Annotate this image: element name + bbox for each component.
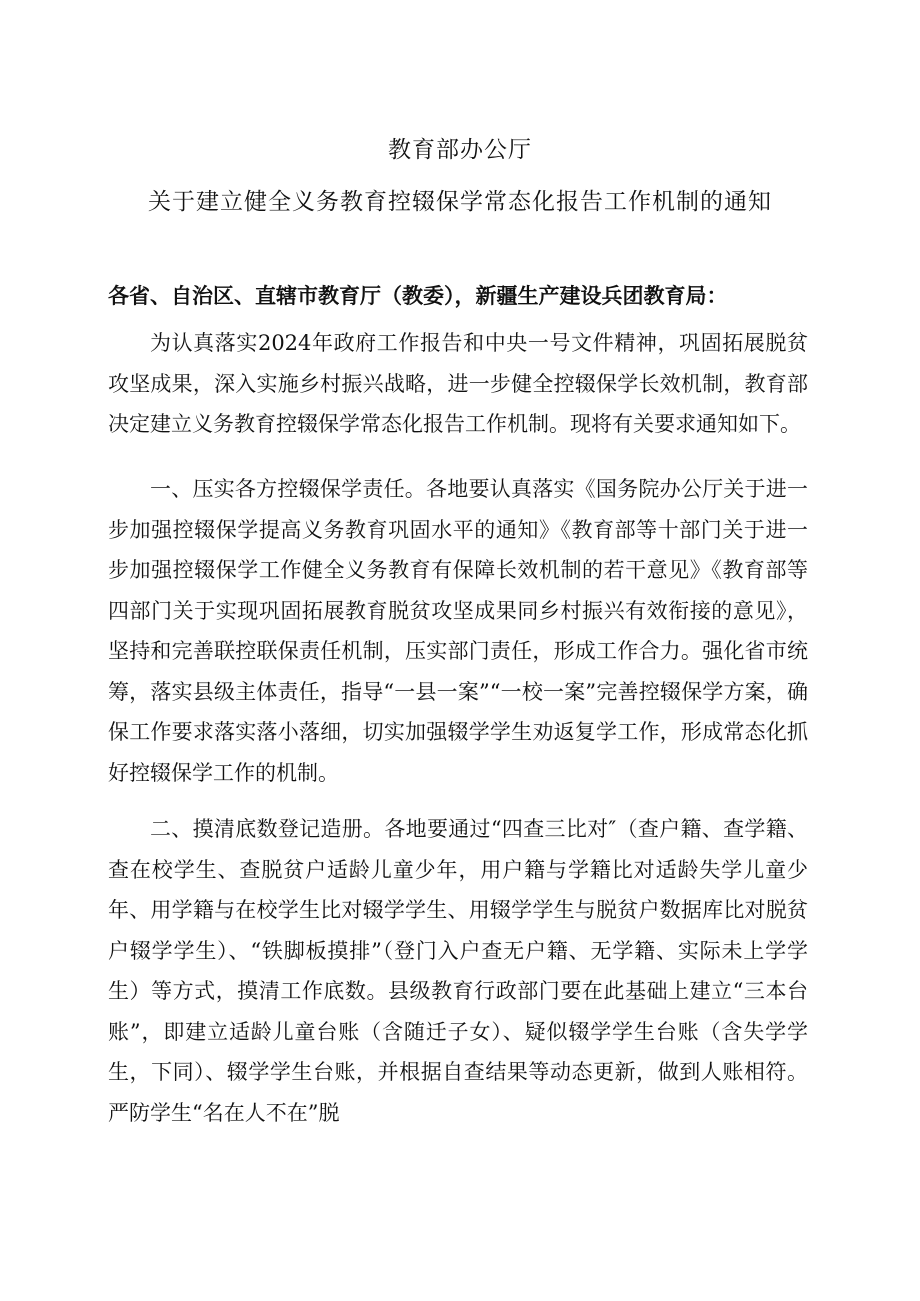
paragraph-text: 一、压实各方控辍保学责任。各地要认真落实《国务院办公厅关于进一步加强控辍保学提高义务教育巩固水平的通知》《教育部等十部门关于进一步加强控辍保学工作健全义务教育有保障长效机制的若干意见》《教育部等四部门关于实现巩固拓展教育脱贫攻坚成果同乡村振兴有效衔接的意见》，坚持和完善联控联保责任机制，压实部门责任，形成工作合力。强化省市统筹，落实县级主体责任，指导“一县一案”“一校一案”完善控辍保学方案，确保工作要求落实落小落细，切实加强辍学学生劝返复学工作，形成常态化抓好控辍保学工作的机制。 [108, 477, 808, 785]
issuer-heading: 教育部办公厅 [388, 137, 532, 163]
paragraph-text: 二、摸清底数登记造册。各地要通过“四查三比对″（查户籍、查学籍、查在校学生、查脱贫户适龄儿童少年，用户籍与学籍比对适龄失学儿童少年、用学籍与在校学生比对辍学学生、用辍学学生与脱贫户数据库比对脱贫户辍学学生）、“铁脚板摸排”（登门入户查无户籍、无学籍、实际未上学学生）等方式，摸清工作底数。县级教育行政部门要在此基础上建立“三本台账”，即建立适龄儿童台账（含随迁子女）、疑似辍学学生台账（含失学学生，下同）、辍学学生台账，并根据自查结果等动态更新，做到人账相符。严防学生“名在人不在”脱 [108, 817, 808, 1125]
paragraph-text: 为认真落实2024年政府工作报告和中央一号文件精神，巩固拓展脱贫攻坚成果，深入实施乡村振兴战略，进一步健全控辍保学长效机制，教育部决定建立义务教育控辍保学常态化报告工作机制。现将有关要求通知如下。 [108, 331, 808, 436]
document-title: 关于建立健全义务教育控辍保学常态化报告工作机制的通知 [148, 189, 772, 215]
paragraph-section-one [108, 469, 808, 793]
paragraph-section-two [108, 809, 808, 1133]
paragraph-intro [108, 323, 808, 445]
salutation: 各省、自治区、直辖市教育厅（教委），新疆生产建设兵团教育局： [108, 283, 728, 308]
